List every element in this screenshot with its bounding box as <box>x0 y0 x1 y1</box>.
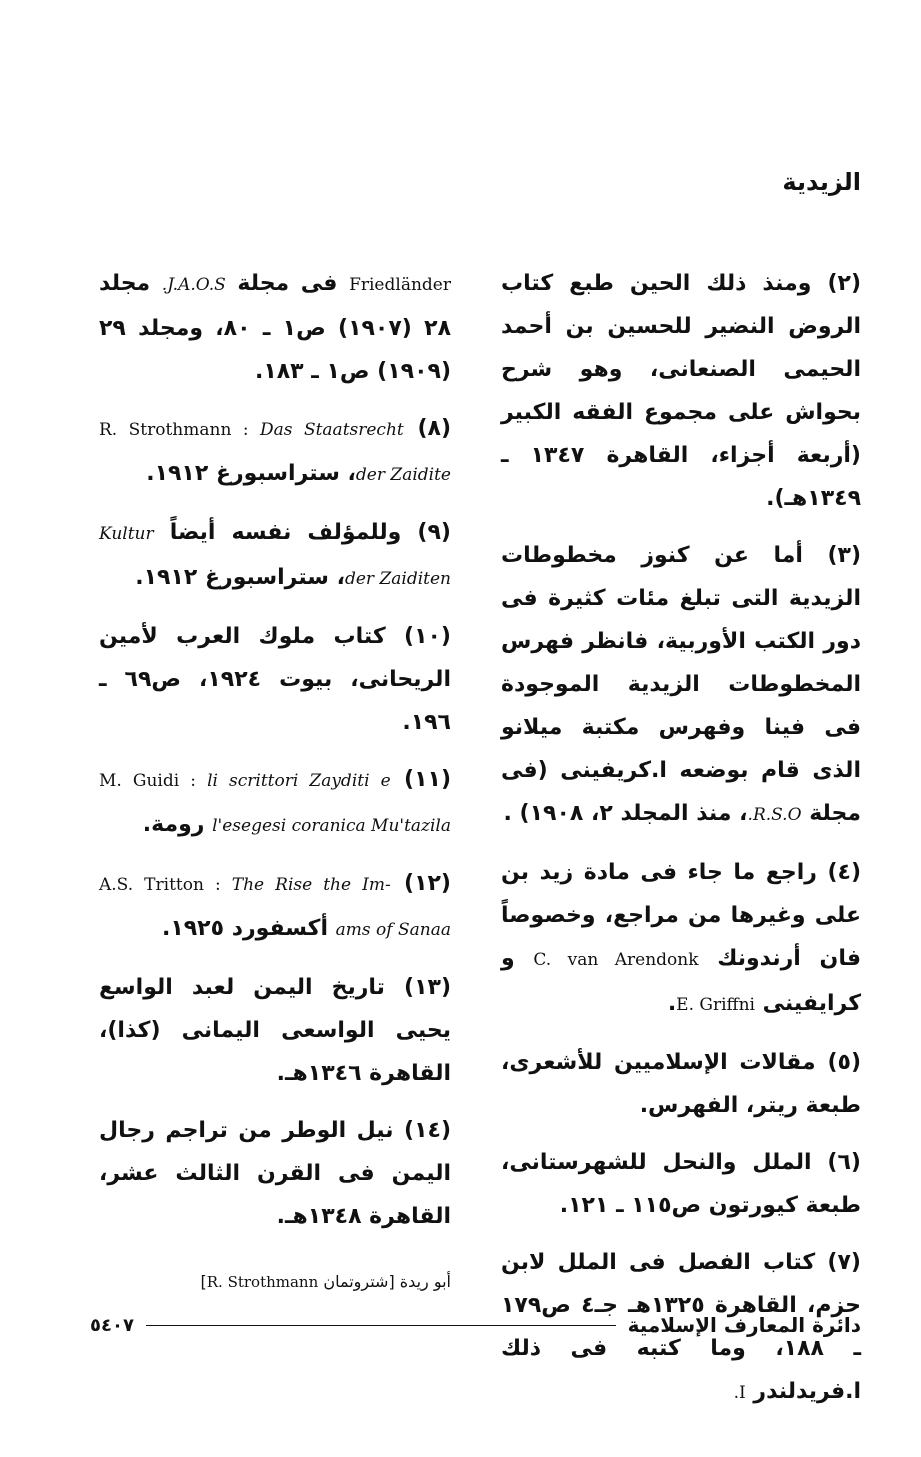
footer-rule <box>146 1325 616 1326</box>
latin-citation: J.A.O.S. <box>161 275 226 295</box>
footnote-number: (٩) <box>417 520 451 545</box>
footnote-text: تاريخ اليمن لعبد الواسع يحيى الواسعى اليمانى (كذا)، القاهرة ١٣٤٦هـ. <box>99 975 451 1086</box>
footnote-2 <box>501 262 861 520</box>
footnote-number: (٨) <box>417 416 451 441</box>
footnote-12 <box>99 862 451 952</box>
footnote-text: فى مجلة <box>225 271 350 296</box>
footnote-11 <box>99 758 451 848</box>
footnote-text: رومة. <box>142 812 213 837</box>
latin-citation: E. Griffni <box>676 995 755 1015</box>
footnote-13 <box>99 966 451 1095</box>
latin-citation: Kultur der Zaiditen <box>99 524 451 589</box>
footnote-number: (١٢) <box>404 871 451 896</box>
footnote-6 <box>501 1141 861 1227</box>
footnote-text: كتاب ملوك العرب لأمين الريحانى، بيوت ١٩٢٤، ص٦٩ ـ ١٩٦. <box>99 624 451 735</box>
latin-citation: li scrittori Zayditi e l'esegesi coranica Mu'tazila <box>207 771 451 836</box>
latin-citation: A.S. Tritton : <box>99 875 232 895</box>
latin-citation: Friedländer <box>349 275 451 295</box>
footnote-number: (٦) <box>827 1150 861 1175</box>
footnote-text: ، منذ المجلد ٢، ١٩٠٨) . <box>503 801 748 826</box>
footnote-text: ، ستراسبورغ ١٩١٢. <box>135 565 345 590</box>
footnote-number: (٣) <box>827 543 861 568</box>
footnote-number: (١٣) <box>404 975 451 1000</box>
footnote-number: (٢) <box>827 271 861 296</box>
footnote-text: الملل والنحل للشهرستانى، طبعة كيورتون ص١١٥ ـ ١٢١. <box>501 1150 861 1218</box>
footnote-text: أما عن كنوز مخطوطات الزيدية التى تبلغ مئات كثيرة فى دور الكتب الأوربية، فانظر فهرس المخطوطات الزيدية الموجودة فى فينا وفهرس مكتبة ميلانو الذى قام بوضعه ا.كريفينى (فى مجلة <box>501 543 861 826</box>
footnote-number: (٤) <box>827 860 861 885</box>
journal-title: دائرة المعارف الإسلامية <box>627 1313 861 1337</box>
latin-citation: R. Strothmann : <box>99 420 261 440</box>
right-column <box>501 262 861 1429</box>
footnote-8 <box>99 407 451 497</box>
footnote-number: (٧) <box>827 1250 861 1275</box>
footnote-4 <box>501 851 861 1027</box>
latin-citation: R.S.O. <box>747 805 802 825</box>
footnote-number: (١٠) <box>404 624 451 649</box>
running-title: الزيدية <box>782 168 861 196</box>
footnote-text: و كرايفينى <box>501 946 861 1016</box>
latin-citation: The Rise the Im- ams of Sanaa <box>231 875 451 940</box>
footnote-text: راجع ما جاء فى مادة زيد بن على وغيرها من مراجع، وخصوصاً فان أرندونك <box>501 860 861 971</box>
author-name: أبو ريدة [شتروتمان <box>318 1272 451 1291</box>
footnote-number: (٥) <box>827 1050 861 1075</box>
latin-citation: Das Staatsrecht der Zaidite <box>260 420 451 485</box>
footnote-text: كتاب الفصل فى الملل لابن حزم، القاهرة ١٣٢٥هـ جـ٤ ص١٧٩ ـ ١٨٨، وما كتبه فى ذلك ا.فريدلندر <box>501 1250 861 1404</box>
author-signature <box>99 1260 451 1304</box>
bracket-close: ] <box>200 1272 207 1291</box>
page-number: ٥٤٠٧ <box>90 1314 134 1336</box>
left-column <box>99 262 451 1304</box>
latin-citation: I. <box>733 1383 746 1403</box>
latin-citation: M. Guidi : <box>99 771 208 791</box>
footnote-14 <box>99 1109 451 1238</box>
footnote-text: . <box>667 991 677 1016</box>
footnote-9 <box>99 511 451 601</box>
latin-citation: C. van Arendonk <box>533 950 699 970</box>
footnote-text: وللمؤلف نفسه أيضاً <box>153 520 402 545</box>
footnote-text: ومنذ ذلك الحين طبع كتاب الروض النضير للحسين بن أحمد الحيمى الصنعانى، وهو شرح بحواش على مجموع الفقه الكبير (أربعة أجزاء، القاهرة ١٣٤٧ ـ ١٣٤٩هـ). <box>501 271 861 511</box>
page-footer <box>90 1310 861 1340</box>
footnote-7-continued <box>99 262 451 393</box>
footnote-text: نيل الوطر من تراجم رجال اليمن فى القرن الثالث عشر، القاهرة ١٣٤٨هـ. <box>99 1118 451 1229</box>
footnote-number: (١٤) <box>404 1118 451 1143</box>
footnote-text: مقالات الإسلاميين للأشعرى، طبعة ريتر، الفهرس. <box>501 1050 861 1118</box>
footnote-text: ، ستراسبورغ ١٩١٢. <box>146 461 356 486</box>
footnote-10 <box>99 615 451 744</box>
author-latin-name: R. Strothmann <box>206 1273 319 1291</box>
footnote-5 <box>501 1041 861 1127</box>
footnote-text: أكسفورد ١٩٢٥. <box>161 916 336 941</box>
footnote-3 <box>501 534 861 837</box>
footnote-number: (١١) <box>404 767 451 792</box>
footnote-text: مجلد ٢٨ (١٩٠٧) ص١ ـ ٨٠، ومجلد ٢٩ (١٩٠٩) ص١ ـ ١٨٣. <box>99 271 452 384</box>
